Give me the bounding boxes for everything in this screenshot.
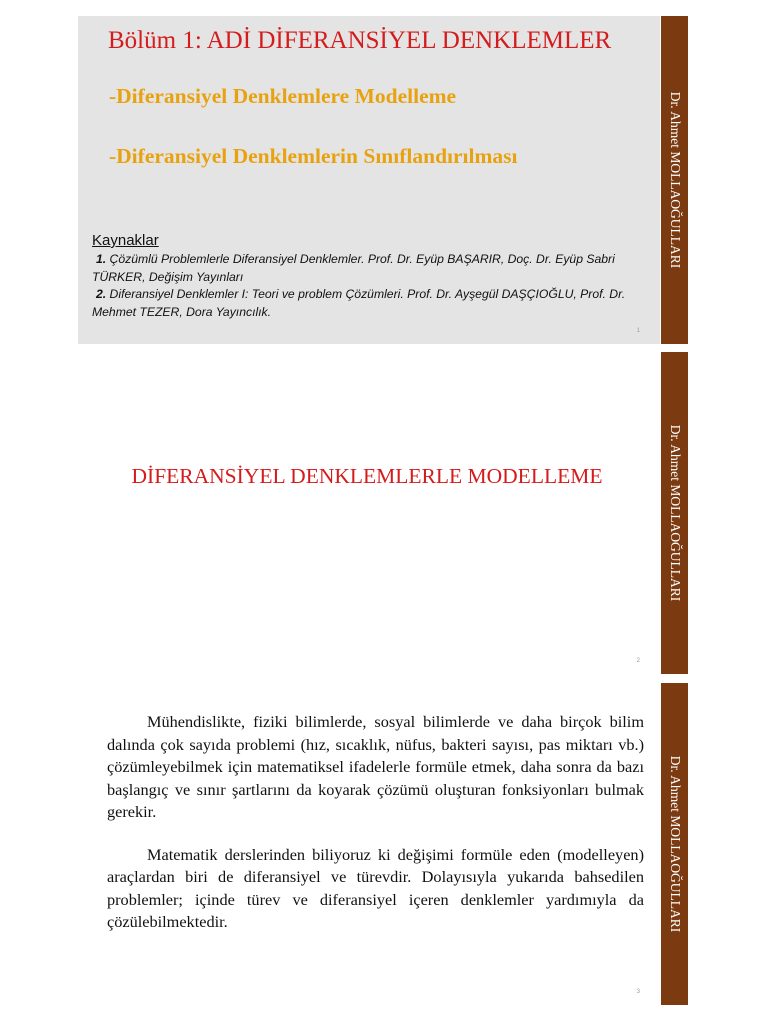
slide-title: DİFERANSİYEL DENKLEMLERLE MODELLEME	[131, 464, 603, 488]
slide-subtitle-classification: -Diferansiyel Denklemlerin Sınıflandırılması	[109, 144, 518, 168]
slide-title: Bölüm 1: ADİ DİFERANSİYEL DENKLEMLER	[108, 27, 612, 54]
author-label: Dr. Ahmet MOLLAOĞULLARI	[667, 91, 683, 269]
page-number: 1	[636, 328, 640, 334]
reference-item	[92, 286, 658, 321]
slide-1	[78, 16, 660, 344]
page-number: 2	[636, 658, 640, 664]
references-heading: Kaynaklar	[92, 232, 159, 249]
reference-text: Diferansiyel Denklemler I: Teori ve problem Çözümleri. Prof. Dr. Ayşegül DAŞÇIOĞLU, Prof. Dr. Mehmet TEZER, Dora Yayıncılık.	[92, 287, 626, 319]
slide-3	[78, 683, 660, 1005]
slide-subtitle-modelling: -Diferansiyel Denklemlere Modelleme	[109, 84, 457, 108]
author-label: Dr. Ahmet MOLLAOĞULLARI	[667, 424, 683, 602]
reference-number: 2.	[96, 287, 107, 301]
reference-item	[92, 251, 658, 286]
body-paragraph: Mühendislikte, fiziki bilimlerde, sosyal bilimlerde ve daha birçok bilim dalında çok sayıda problemi (hız, sıcaklık, nüfus, bakteri sayısı, pas miktarı vb.) çözümleyebilmek için matematiksel ifadelerle formüle etmek, daha sonra da bazı başlangıç ve sınır şartlarını da koyarak çözümü oluşturan fonksiyonları bulmak gerekir.	[107, 712, 644, 821]
reference-number: 1.	[96, 252, 107, 266]
body-paragraph: Matematik derslerinden biliyoruz ki değişimi formüle eden (modelleyen) araçlardan biri de diferansiyel ve türevdir. Dolayısıyla yukarıda bahsedilen problemler; içinde türev ve diferansiyel içeren denklemler yardımıyla da çözülebilmektedir.	[107, 844, 644, 931]
slide-body	[107, 711, 644, 934]
references-section	[92, 232, 658, 321]
reference-text: Çözümlü Problemlerle Diferansiyel Denklemler. Prof. Dr. Eyüp BAŞARIR, Doç. Dr. Eyüp Sabri TÜRKER, Değişim Yayınları	[92, 252, 615, 284]
author-band	[661, 16, 688, 344]
author-band	[661, 352, 688, 674]
author-band	[661, 683, 688, 1005]
author-label: Dr. Ahmet MOLLAOĞULLARI	[667, 755, 683, 933]
page-number: 3	[636, 989, 640, 995]
slide-2	[78, 352, 660, 674]
